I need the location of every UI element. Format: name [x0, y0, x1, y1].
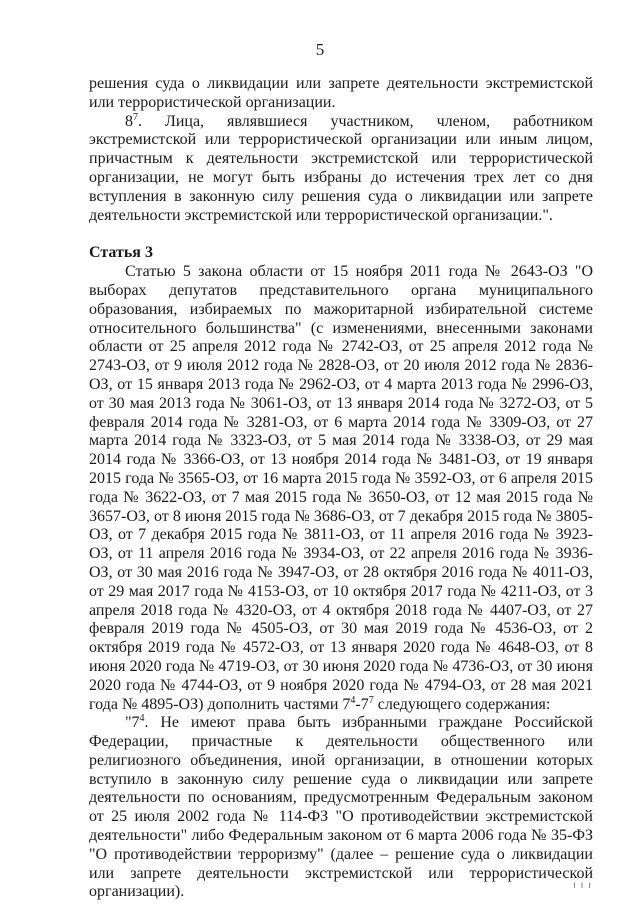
paragraph-part-8-7	[89, 113, 593, 226]
superscript-to: 7	[368, 694, 374, 706]
article-3-text: Статью 5 закона области от 15 ноября 2011 года № 2643-ОЗ "О выборах депутатов представительного органа муниципального образования, избираемых по мажоритарной избирательной системе относительного большинства" (с изменениями, внесенными законами области от 25 апреля 2012 года № 2742-ОЗ, от 25 апреля 2012 года № 2743-ОЗ, от 9 июля 2012 года № 2828-ОЗ, от 20 июля 2012 года № 2836-ОЗ, от 15 января 2013 года № 2962-ОЗ, от 4 марта 2013 года № 2996-ОЗ, от 30 мая 2013 года № 3061-ОЗ, от 13 января 2014 года № 3272-ОЗ, от 5 февраля 2014 года № 3281-ОЗ, от 6 марта 2014 года № 3309-ОЗ, от 27 марта 2014 года № 3323-ОЗ, от 5 мая 2014 года № 3338-ОЗ, от 29 мая 2014 года № 3366-ОЗ, от 13 ноября 2014 года № 3481-ОЗ, от 19 января 2015 года № 3565-ОЗ, от 16 марта 2015 года № 3592-ОЗ, от 6 апреля 2015 года № 3622-ОЗ, от 7 мая 2015 года № 3650-ОЗ, от 12 мая 2015 года № 3657-ОЗ, от 8 июня 2015 года № 3686-ОЗ, от 7 декабря 2015 года № 3805-ОЗ, от 7 декабря 2015 года № 3811-ОЗ, от 11 апреля 2016 года № 3923-ОЗ, от 11 апреля 2016 года № 3934-ОЗ, от 22 апреля 2016 года № 3936-ОЗ, от 30 мая 2016 года № 3947-ОЗ, от 28 октября 2016 года № 4011-ОЗ, от 29 мая 2017 года № 4153-ОЗ, от 10 октября 2017 года № 4211-ОЗ, от 3 апреля 2018 года № 4320-ОЗ, от 4 октября 2018 года № 4407-ОЗ, от 27 февраля 2019 года № 4505-ОЗ, от 30 мая 2019 года № 4536-ОЗ, от 2 октября 2019 года № 4572-ОЗ, от 13 января 2020 года № 4648-ОЗ, от 8 июня 2020 года № 4719-ОЗ, от 30 июня 2020 года № 4736-ОЗ, от 30 июня 2020 года № 4744-ОЗ, от 9 ноября 2020 года № 4794-ОЗ, от 28 мая 2021 года № 4895-ОЗ) дополнить частями 7	[89, 263, 593, 713]
paragraph-part-7-4	[89, 714, 593, 902]
paragraph-article-3	[89, 263, 593, 714]
part-superscript: 7	[133, 111, 138, 123]
part-number: "7	[125, 714, 140, 732]
range-dash: -7	[355, 695, 369, 713]
part-text: . Не имеют права быть избранными граждане Российской Федерации, причастные к деятельности общественного или религиозного объединения, иной организации, в отношении которых вступило в законную силу решение суда о ликвидации или запрете деятельности по основаниям, предусмотренным Федеральным законом от 25 июля 2002 года № 114-ФЗ "О противодействии экстремистской деятельности" либо Федеральным законом от 6 марта 2006 года № 35-ФЗ "О противодействии терроризму" (далее – решение суда о ликвидации или запрете деятельности экстремистской или террористической организации).	[89, 714, 593, 901]
part-number: 8	[125, 112, 133, 130]
article-3-tail: следующего содержания:	[377, 695, 551, 713]
footer-mark: ı ı ı	[573, 880, 592, 891]
part-text: . Лица, являвшиеся участником, членом, работником экстремистской или террористической организации или иным лицом, причастным к деятельности экстремистской или террористической организации, не могут быть избраны до истечения трех лет со дня вступления в законную силу решения суда о ликвидации или запрете деятельности экстремистской или террористической организации.".	[89, 112, 593, 224]
article-heading: Статья 3	[89, 244, 153, 262]
page-number: 5	[315, 40, 325, 59]
paragraph-spacer	[89, 225, 593, 244]
superscript-from: 4	[350, 694, 356, 706]
part-superscript: 4	[139, 713, 145, 725]
paragraph-continuation: решения суда о ликвидации или запрете деятельности экстремистской или террористической организации.	[89, 75, 593, 111]
document-body	[89, 75, 593, 902]
